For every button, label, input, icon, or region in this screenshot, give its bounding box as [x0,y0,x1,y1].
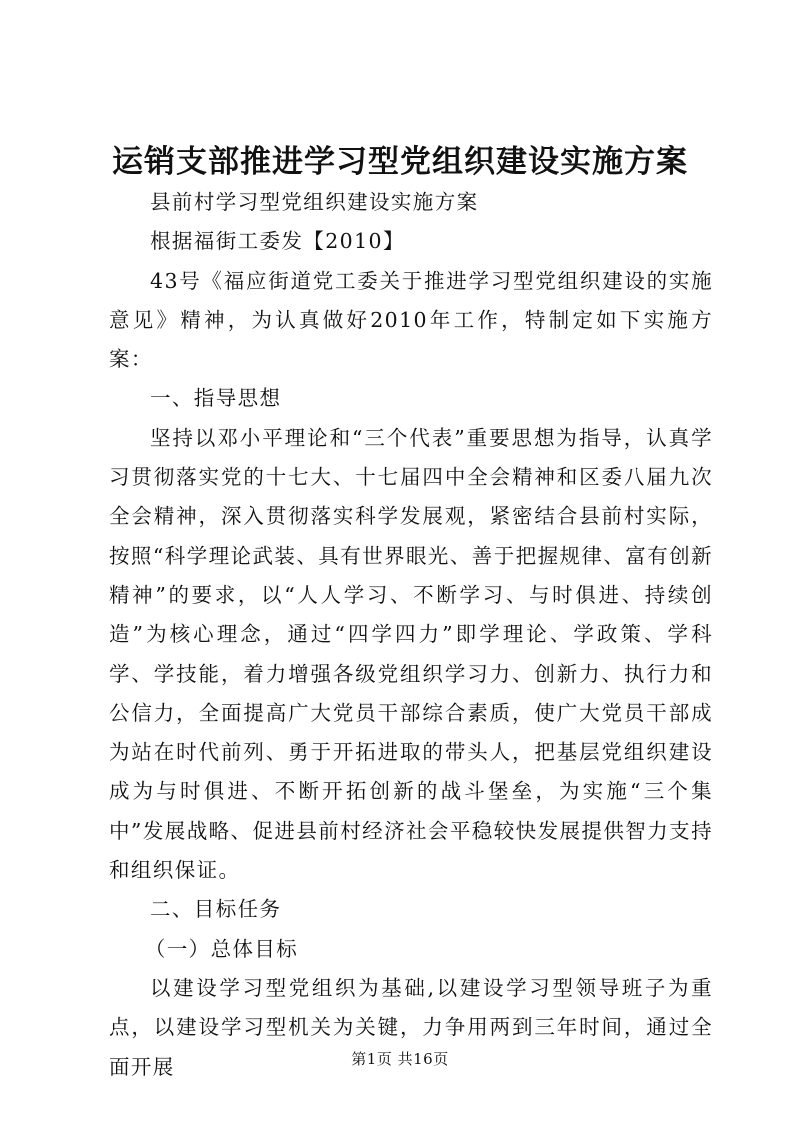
page-number-footer: 第1页 共16页 [351,1050,449,1068]
subsection-heading-overall-goal: （一）总体目标 [144,936,299,961]
paragraph-intro: 43号《福应街道党工委关于推进学习型党组织建设的实施意见》精神，为认真做好2010年工作，特制定如下实施方案： [109,268,713,372]
document-title: 运销支部推进学习型党组织建设实施方案 [112,144,688,180]
section-heading-guiding-thought: 一、指导思想 [150,386,282,411]
paragraph-overall-goal: 以建设学习型党组织为基础,以建设学习型领导班子为重点，以建设学习型机关为关键，力争用两到三年时间，通过全面开展 [109,975,713,1079]
paragraph-guiding-thought: 坚持以邓小平理论和“三个代表”重要思想为指导，认真学习贯彻落实党的十七大、十七届四中全会精神和区委八届九次全会精神，深入贯彻落实科学发展观，紧密结合县前村实际，按照“科学理论武装、具有世界眼光、善于把握规律、富有创新精神”的要求，以“人人学习、不断学习、与时俱进、持续创造”为核心理念，通过“四学四力”即学理论、学政策、学科学、学技能，着力增强各级党组织学习力、创新力、执行力和公信力，全面提高广大党员干部综合素质，使广大党员干部成为站在时代前列、勇于开拓进取的带头人，把基层党组织建设成为与时俱进、不断开拓创新的战斗堡垒，为实施“三个集中”发展战略、促进县前村经济社会平稳较快发展提供智力支持和组织保证。 [109,425,713,883]
paragraph-reference: 根据福街工委发【2010】 [150,229,405,254]
section-heading-goals: 二、目标任务 [150,897,282,922]
document-body [109,183,713,1087]
paragraph-subtitle: 县前村学习型党组织建设实施方案 [150,190,479,214]
